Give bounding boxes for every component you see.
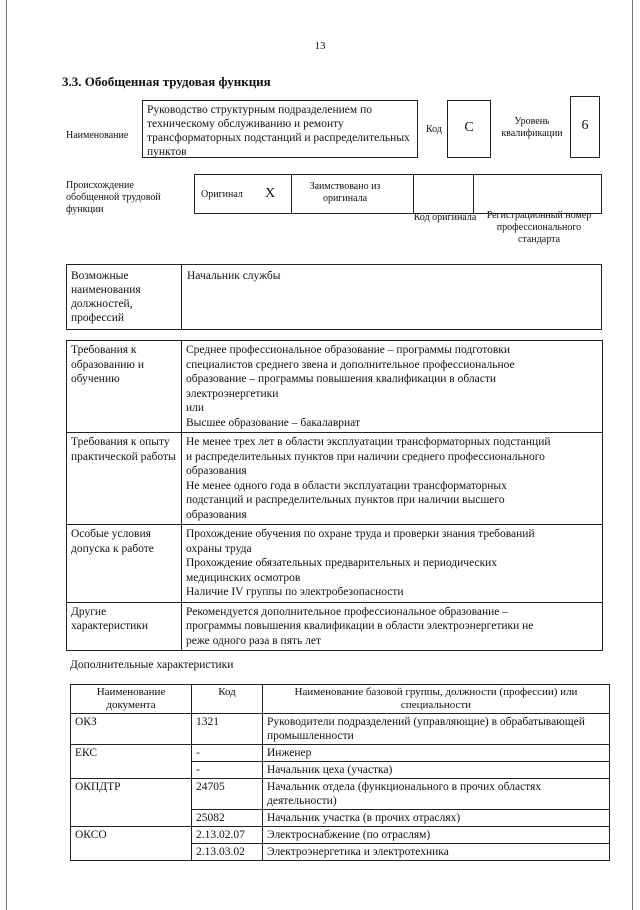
table-row	[71, 827, 610, 844]
requirement-line: подстанций и распределительных пунктов при наличии высшего	[186, 494, 505, 506]
additional-title: Дополнительные характеристики	[70, 659, 234, 671]
requirement-value	[182, 433, 603, 525]
code-value: C	[447, 100, 491, 158]
requirement-line: образования	[186, 508, 247, 521]
cell-document: ОКЗ	[71, 714, 192, 745]
requirement-line: Высшее образование – бакалавриат	[186, 416, 360, 429]
origin-divider-3	[473, 175, 474, 213]
cell-code: -	[192, 745, 263, 762]
requirement-row-experience	[67, 433, 603, 525]
borrowed-label: Заимствовано из оригинала	[309, 181, 381, 204]
requirement-line: Не менее одного года в области эксплуатации трансформаторных	[186, 479, 507, 492]
level-value: 6	[570, 96, 600, 158]
level-label: Уровень квалификации	[501, 116, 563, 139]
requirement-line: охраны труда	[186, 542, 252, 555]
table-row	[71, 779, 610, 810]
reg-number-caption: Регистрационный номер профессионального стандарта	[486, 210, 592, 245]
positions-value: Начальник службы	[187, 270, 281, 282]
header-code: Код	[192, 685, 263, 714]
origin-divider-1	[291, 175, 292, 213]
requirement-line: образования	[186, 465, 247, 477]
section-title: 3.3. Обобщенная трудовая функция	[62, 74, 271, 89]
requirement-line: или	[186, 402, 205, 414]
header-name: Наименование базовой группы, должности (профессии) или специальности	[263, 685, 610, 714]
requirement-line: электроэнергетики	[186, 387, 279, 400]
function-name-value: Руководство структурным подразделением по техническому обслуживанию и ремонту трансформаторных подстанций и распределительных пунктов	[142, 100, 418, 158]
requirement-line: образование – программы повышения квалификации в области	[186, 373, 497, 385]
cell-name: Начальник цеха (участка)	[263, 762, 610, 779]
scan-edge-left	[6, 0, 7, 910]
requirement-line: и распределительных пунктов при наличии среднего профессионального	[186, 450, 545, 463]
requirement-line: Не менее трех лет в области эксплуатации трансформаторных подстанций	[186, 436, 551, 448]
origin-divider-2	[413, 175, 414, 213]
original-label: Оригинал	[201, 189, 243, 200]
cell-code: 25082	[192, 810, 263, 827]
cell-name: Электроэнергетика и электротехника	[263, 844, 610, 861]
requirement-value	[182, 341, 603, 433]
cell-name: Начальник участка (в прочих отраслях)	[263, 810, 610, 827]
requirement-value	[182, 525, 603, 603]
requirement-line: Рекомендуется дополнительное профессиональное образование –	[186, 605, 509, 618]
cell-name: Руководители подразделений (управляющие) в обрабатывающей промышленности	[263, 714, 610, 745]
origin-table	[194, 174, 602, 214]
requirement-row-conditions	[67, 525, 603, 603]
cell-code: 1321	[192, 714, 263, 745]
positions-divider	[181, 265, 182, 329]
additional-table	[70, 684, 610, 861]
cell-code: -	[192, 762, 263, 779]
cell-name: Начальник отдела (функционального в прочих областях деятельности)	[263, 779, 610, 810]
requirement-label: Требования к образованию и обучению	[67, 341, 182, 433]
cell-document: ОКСО	[71, 827, 192, 861]
requirement-label: Требования к опыту практической работы	[67, 433, 182, 525]
page-number: 13	[314, 40, 326, 52]
requirement-line: программы повышения квалификации в области электроэнергетики не	[186, 620, 534, 632]
requirement-value	[182, 602, 603, 651]
requirement-line: Наличие IV группы по электробезопасности	[186, 586, 404, 598]
requirement-row-other	[67, 602, 603, 651]
requirement-label: Другие характеристики	[67, 602, 182, 651]
cell-code: 2.13.02.07	[192, 827, 263, 844]
cell-name: Инженер	[263, 745, 610, 762]
cell-document: ОКПДТР	[71, 779, 192, 827]
positions-table	[66, 264, 602, 330]
requirement-row-education	[67, 341, 603, 433]
code-original-caption: Код оригинала	[413, 212, 477, 223]
code-label: Код	[426, 124, 442, 135]
scan-edge-right	[632, 0, 633, 910]
cell-code: 24705	[192, 779, 263, 810]
cell-name: Электроснабжение (по отраслям)	[263, 827, 610, 844]
name-label: Наименование	[66, 130, 129, 141]
origin-label: Происхождение обобщенной трудовой функции	[66, 180, 161, 215]
requirement-line: Прохождение обучения по охране труда и проверки знания требований	[186, 528, 535, 540]
table-row	[71, 714, 610, 745]
requirement-label: Особые условия допуска к работе	[67, 525, 182, 603]
cell-document: ЕКС	[71, 745, 192, 779]
requirement-line: реже одного раза в пять лет	[186, 634, 321, 647]
requirement-line: Прохождение обязательных предварительных и периодических	[186, 557, 498, 569]
positions-label: Возможные наименования должностей, профессий	[71, 270, 141, 324]
original-mark: X	[265, 186, 276, 201]
additional-header-row	[71, 685, 610, 714]
table-row	[71, 745, 610, 762]
requirement-line: медицинских осмотров	[186, 571, 301, 584]
cell-code: 2.13.03.02	[192, 844, 263, 861]
requirement-line: Среднее профессиональное образование – программы подготовки	[186, 344, 511, 356]
requirement-line: специалистов среднего звена и дополнительное профессиональное	[186, 358, 515, 371]
requirements-table	[66, 340, 603, 651]
header-document: Наименование документа	[71, 685, 192, 714]
